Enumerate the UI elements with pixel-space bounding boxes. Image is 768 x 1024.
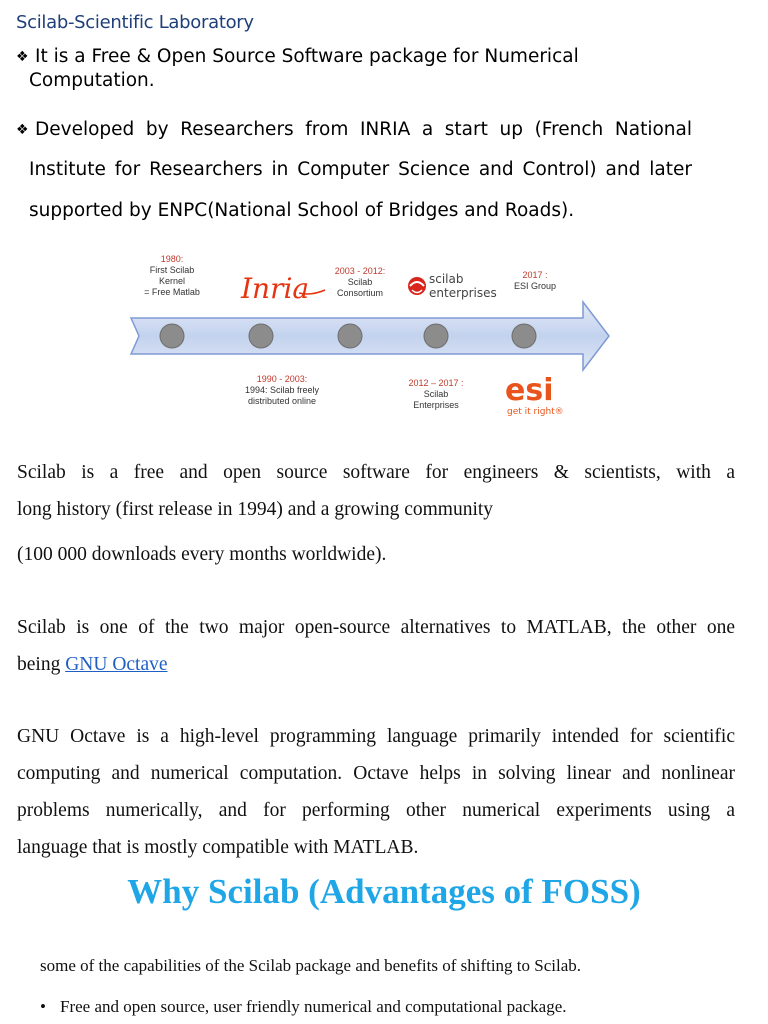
timeline-label-2012: [401, 378, 471, 411]
paragraph-line: computing and numerical computation. Octave helps in solving linear and nonlinear: [17, 763, 735, 784]
timeline-figure: [125, 248, 625, 424]
timeline-label-1990: [237, 374, 327, 407]
bullet-free-software: [16, 46, 696, 96]
timeline-dot: [512, 324, 536, 348]
timeline-dot: [160, 324, 184, 348]
paragraph-line: GNU Octave is a high-level programming language primarily intended for scientific: [17, 726, 735, 747]
svg-text:Inria: Inria: [241, 272, 310, 305]
section-title: Why Scilab (Advantages of FOSS): [127, 872, 641, 911]
svg-text:enterprises: enterprises: [429, 286, 497, 300]
list-item-text: Free and open source, user friendly numerical and computational package.: [60, 997, 567, 1016]
paragraph-text: being: [17, 654, 66, 675]
paragraph-line: problems numerically, and for performing other numerical experiments using a: [17, 800, 735, 821]
paragraph-line: Scilab is one of the two major open-source alternatives to MATLAB, the other one: [17, 617, 735, 638]
paragraph-octave: [17, 726, 735, 866]
bullet-line: supported by ENPC(National School of Bridges and Roads).: [29, 200, 575, 221]
paragraph-line: long history (first release in 1994) and a growing community: [17, 499, 494, 520]
timeline-text: distributed online: [247, 396, 317, 406]
timeline-label-2003: [325, 266, 395, 299]
svg-text:esi: esi: [505, 373, 554, 408]
paragraph-line: [17, 654, 735, 676]
timeline-text: First Scilab: [149, 265, 195, 275]
timeline-year: 2017 :: [522, 270, 548, 280]
timeline-year: 1980:: [160, 254, 184, 264]
svg-text:get it right®: get it right®: [507, 407, 564, 417]
bullet-line: Developed by Researchers from INRIA a start up (French National: [35, 119, 692, 140]
bullet-line: It is a Free & Open Source Software package for Numerical: [35, 46, 579, 67]
timeline-text: Scilab: [423, 389, 449, 399]
page-heading: Scilab-Scientific Laboratory: [16, 12, 254, 33]
timeline-dot: [249, 324, 273, 348]
inria-logo: [240, 272, 325, 305]
bullet-line: Computation.: [29, 70, 155, 91]
timeline-text: Kernel: [158, 276, 185, 286]
timeline-text: Enterprises: [413, 400, 459, 410]
paragraph-line: language that is mostly compatible with MATLAB.: [17, 837, 419, 858]
paragraph-line: Scilab is a free and open source software for engineers & scientists, with a: [17, 462, 735, 483]
paragraph-line: (100 000 downloads every months worldwide).: [17, 544, 387, 565]
diamond-bullet-icon: ❖: [16, 122, 29, 138]
timeline-year: 2012 – 2017 :: [408, 378, 464, 388]
paragraph-scilab-intro: [17, 462, 735, 572]
timeline-label-2017: [505, 270, 565, 292]
timeline-text: = Free Matlab: [144, 287, 200, 297]
timeline-text: ESI Group: [513, 281, 557, 291]
timeline-arrow: [131, 302, 609, 370]
timeline-dot: [338, 324, 362, 348]
paragraph-alternatives: [17, 617, 735, 687]
bullet-developers: [16, 119, 696, 229]
timeline-text: Scilab: [347, 277, 373, 287]
capabilities-intro: some of the capabilities of the Scilab package and benefits of shifting to Scilab.: [40, 956, 582, 975]
scilab-enterprises-logo: [408, 272, 497, 300]
list-bullet: •: [40, 997, 46, 1016]
timeline-year: 2003 - 2012:: [334, 266, 386, 276]
esi-logo: [505, 373, 564, 417]
timeline-text: Consortium: [336, 288, 383, 298]
bullet-line: Institute for Researchers in Computer Science and Control) and later: [29, 159, 692, 180]
timeline-text: 1994: Scilab freely: [244, 385, 320, 395]
diamond-bullet-icon: ❖: [16, 49, 29, 65]
timeline-dot: [424, 324, 448, 348]
svg-text:scilab: scilab: [429, 272, 464, 286]
gnu-octave-link[interactable]: GNU Octave: [65, 654, 168, 675]
timeline-label-1980: [142, 254, 202, 298]
timeline-year: 1990 - 2003:: [256, 374, 308, 384]
